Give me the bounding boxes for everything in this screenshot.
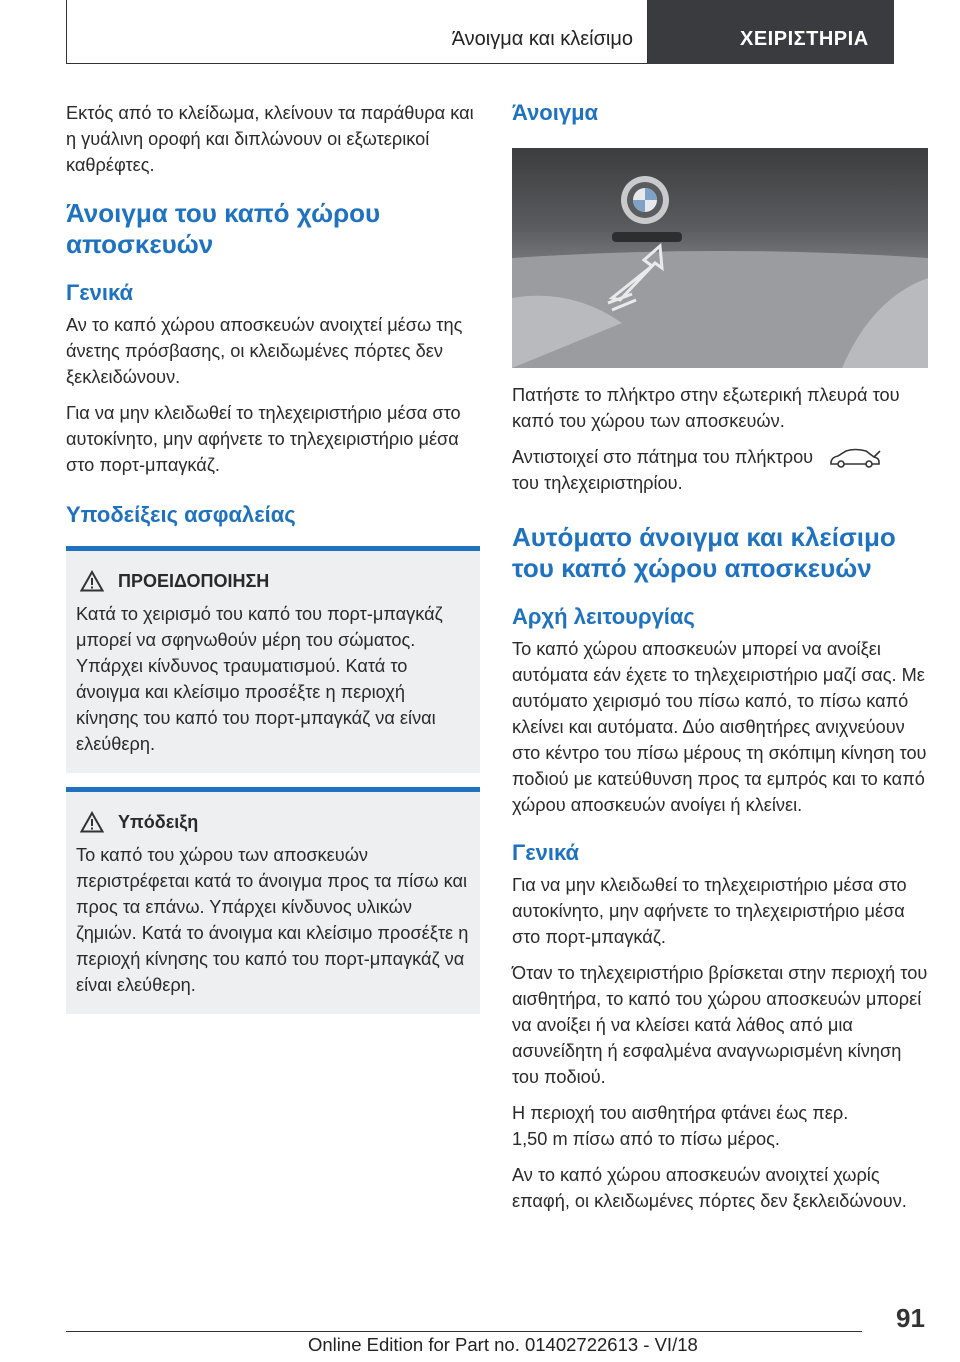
trunk-button-photo: [512, 148, 928, 368]
warning-title: ΠΡΟΕΙΔΟΠΟΙΗΣΗ: [118, 571, 270, 591]
paragraph-principle: Το καπό χώρου αποσκευών μπορεί να ανοίξει αυτόματα εάν έχετε το τηλεχειριστήριο μαζί σας. Με αυτόματο χειρισμό του πίσω καπό, το πίσω καπό κλείνει και αυτόματα. Δύο αισθητήρες ανιχνεύουν στο κέντρο του πίσω μέρους τη σκόπιμη κίνηση του ποδιού με κατεύθυνση προς τα εμπρός και το καπό χώρου αποσκευών ανοίγει ή κλείνει.: [512, 639, 927, 815]
paragraph-accidental-open: Όταν το τηλεχειριστήριο βρίσκεται στην περιοχή του αισθητήρα, το καπό του χώρου αποσκευών μπορεί να ανοίξει ή να κλείσει κατά λάθος από μια ασυνείδητη ή εσφαλμένα αναγνωρισμένη κίνηση του ποδιού.: [512, 963, 928, 1087]
note-header: [76, 810, 470, 834]
warning-text: Κατά το χειρισμό του καπό του πορτ-μπαγκάζ μπορεί να σφηνωθούν μέρη του σώματος. Υπάρχει κίνδυνος τραυματισμού. Κατά το άνοιγμα και κλείσιμο προσέξτε η περιοχή κίνησης του καπό του πορτ-μπαγκάζ να είναι ελεύθερη.: [76, 604, 443, 754]
heading-auto-open-close: Αυτόματο άνοιγμα και κλείσιμο του καπό χώρου αποσκευών: [512, 522, 896, 583]
heading-safety-notes: Υποδείξεις ασφαλείας: [66, 502, 296, 527]
page-number: 91: [896, 1303, 925, 1333]
warning-triangle-icon: [80, 570, 104, 592]
paragraph-press-button: Πατήστε το πλήκτρο στην εξωτερική πλευρά του καπό του χώρου των αποσκευών.: [512, 385, 900, 431]
trunk-illustration: [512, 148, 928, 368]
car-trunk-icon: [828, 447, 882, 469]
note-box: [66, 787, 480, 1014]
paragraph-comfort-access: Αν το καπό χώρου αποσκευών ανοιχτεί μέσω της άνετης πρόσβασης, οι κλειδωμένες πόρτες δεν ξεκλειδώνουν.: [66, 315, 463, 387]
heading-general: Γενικά: [66, 280, 134, 305]
hand-pointer-icon: [894, 28, 922, 54]
paragraph-general-remote: Για να μην κλειδωθεί το τηλεχειριστήριο μέσα στο αυτοκίνητο, μην αφήνετε το τηλεχειριστήριο μέσα στο πορτ-μπαγκάζ.: [512, 875, 907, 947]
paragraph-contactless-open: Αν το καπό χώρου αποσκευών ανοιχτεί χωρίς επαφή, οι κλειδωμένες πόρτες δεν ξεκλειδώνουν.: [512, 1165, 907, 1211]
note-title: Υπόδειξη: [118, 812, 199, 832]
paragraph-remote-inside: Για να μην κλειδωθεί το τηλεχειριστήριο μέσα στο αυτοκίνητο, μην αφήνετε το τηλεχειριστήριο μέσα στο πορτ-μπαγκάζ.: [66, 403, 461, 475]
paragraph-sensor-range: Η περιοχή του αισθητήρα φτάνει έως περ.: [512, 1103, 849, 1123]
chapter-title: Άνοιγμα και κλείσιμο: [451, 28, 633, 50]
intro-paragraph: Εκτός από το κλείδωμα, κλείνουν τα παράθυρα και η γυάλινη οροφή και διπλώνουν οι εξωτερικοί καθρέφτες.: [66, 103, 474, 175]
heading-opening: Άνοιγμα: [512, 100, 599, 125]
section-label: ΧΕΙΡΙΣΤΗΡΙΑ: [740, 28, 869, 50]
heading-general-right: Γενικά: [512, 840, 580, 865]
paragraph-remote-equivalent-end: του τηλεχειριστηρίου.: [512, 473, 683, 493]
note-text: Το καπό του χώρου των αποσκευών περιστρέφεται κατά το άνοιγμα προς τα πίσω και προς τα επάνω. Υπάρχει κίνδυνος υλικών ζημιών. Κατά το άνοιγμα και κλείσιμο προσέξτε η περιοχή κίνησης του καπό του πορτ-μπαγκάζ να είναι ελεύθερη.: [76, 845, 469, 995]
footer-rule: [66, 1331, 862, 1332]
warning-header: [76, 569, 470, 593]
heading-trunk-opening: Άνοιγμα του καπό χώρου αποσκευών: [66, 198, 381, 259]
caution-triangle-icon: [80, 811, 104, 833]
header-chapter-box: [66, 0, 648, 64]
paragraph-sensor-range-value: 1,50 m πίσω από το πίσω μέρος.: [512, 1129, 780, 1149]
footer-edition: Online Edition for Part no. 01402722613 - VI/18: [308, 1334, 698, 1355]
right-column: [512, 100, 928, 1224]
left-column: [66, 100, 480, 1014]
warning-box: [66, 546, 480, 773]
header-section-tab: [648, 0, 894, 64]
paragraph-remote-equivalent: Αντιστοιχεί στο πάτημα του πλήκτρου: [512, 447, 814, 467]
heading-functional-principle: Αρχή λειτουργίας: [512, 604, 695, 629]
